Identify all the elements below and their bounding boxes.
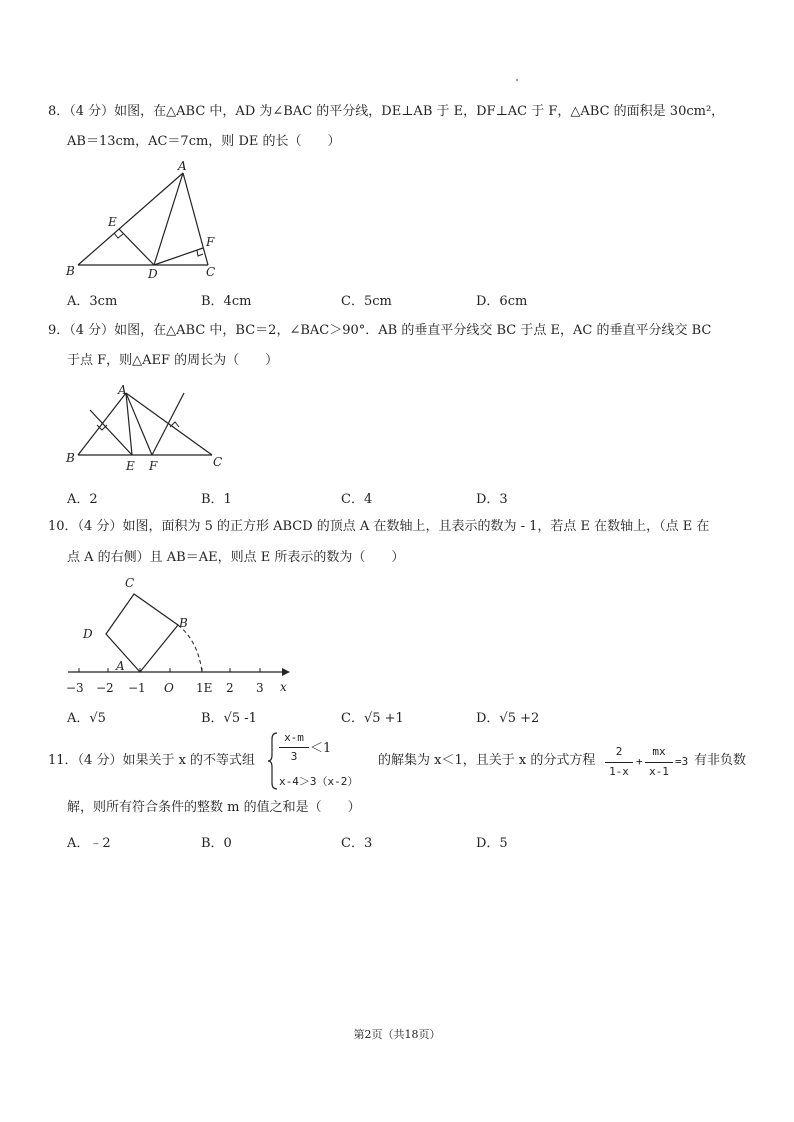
plus-sign: + [636,755,643,768]
q9-option-d[interactable]: D．3 [476,492,508,507]
page-footer: 第2页（共18页） [353,1028,441,1041]
q8-stem-line1: 8．（4 分）如图，在△ABC 中，AD 为∠BAC 的平分线，DE⊥AB 于 E，DF⊥AC 于 F，△ABC 的面积是 30cm²， [48,104,725,119]
q10-number-line-figure [60,575,300,700]
q8-label-d: D [148,267,158,281]
q8-label-a: A [178,159,187,173]
q8-figure [60,158,230,283]
q10-stem-line1: 10．（4 分）如图，面积为 5 的正方形 ABCD 的顶点 A 在数轴上，且表示的数为 - 1，若点 E 在数轴上，（点 E 在 [48,519,710,534]
ineq1-numerator: x-m [284,731,304,744]
q10-tick-neg3: −3 [66,681,84,695]
q10-option-a[interactable]: A．√5 [67,711,106,726]
ineq2: x-4＞3（x-2） [279,775,359,788]
q8-label-b: B [66,264,75,278]
q9-label-a: A [118,383,127,397]
q10-tick-1e: 1E [196,681,213,695]
q10-stem-line2: 点 A 的右侧）且 AB＝AE，则点 E 所表示的数为（ ） [67,550,405,565]
q9-figure [60,380,235,475]
q8-stem-line2: AB＝13cm，AC＝7cm，则 DE 的长（ ） [67,134,341,149]
equation-rhs: =3 [675,755,689,768]
frac2-bar [645,762,673,763]
q10-option-b[interactable]: B．√5 -1 [201,711,257,726]
q10-label-c: C [125,576,135,590]
q11-option-d[interactable]: D．5 [476,836,508,851]
q10-label-b: B [179,616,188,630]
q8-option-c[interactable]: C．5cm [341,294,392,309]
frac1-denominator: 1-x [609,765,629,778]
q11-option-b[interactable]: B．0 [201,836,232,851]
q11-stem-middle: 的解集为 x＜1，且关于 x 的分式方程 [378,753,596,768]
q9-label-c: C [213,455,223,469]
q11-option-c[interactable]: C．3 [341,836,373,851]
q11-stem-suffix: 有非负数 [694,753,747,768]
q9-label-f: F [149,459,158,473]
q8-label-f: F [206,235,215,249]
q9-option-a[interactable]: A．2 [67,492,98,507]
q10-label-a: A [116,659,125,673]
q11-option-a[interactable]: A．﹣2 [67,836,111,851]
q8-option-a[interactable]: A．3cm [67,294,118,309]
frac2-denominator: x-1 [649,765,669,778]
q9-stem-line2: 于点 F，则△AEF 的周长为（ ） [67,353,279,368]
ineq1-rhs: ＜1 [310,741,332,756]
q11-stem-prefix: 11．（4 分）如果关于 x 的不等式组 [48,753,256,768]
q10-option-d[interactable]: D．√5 +2 [476,711,540,726]
q10-axis-x-label: x [280,680,287,694]
q8-label-e: E [108,215,117,229]
frac1-numerator: 2 [615,745,623,758]
q9-label-e: E [126,459,135,473]
q10-label-d: D [83,627,93,641]
q9-option-c[interactable]: C．4 [341,492,373,507]
scan-dot [516,79,518,81]
q10-tick-neg2: −2 [96,681,114,695]
q9-stem-line1: 9．（4 分）如图，在△ABC 中，BC＝2，∠BAC＞90°．AB 的垂直平分线交 BC 于点 E，AC 的垂直平分线交 BC [48,323,712,338]
q10-tick-3: 3 [256,681,264,695]
inequality-system-brace [267,731,279,791]
q10-tick-neg1: −1 [128,681,146,695]
ineq1-fraction-bar [279,747,309,748]
q9-option-b[interactable]: B．1 [201,492,232,507]
q10-option-c[interactable]: C．√5 +1 [341,711,404,726]
q8-label-c: C [206,265,216,279]
q10-tick-2: 2 [226,681,234,695]
q8-option-b[interactable]: B．4cm [201,294,252,309]
q8-option-d[interactable]: D．6cm [476,294,528,309]
q11-stem-line2: 解，则所有符合条件的整数 m 的值之和是（ ） [67,800,361,815]
q10-tick-origin: O [164,681,174,695]
frac2-numerator: mx [652,745,666,758]
ineq1-denominator: 3 [290,750,298,763]
q9-label-b: B [66,451,75,465]
frac1-bar [605,762,633,763]
